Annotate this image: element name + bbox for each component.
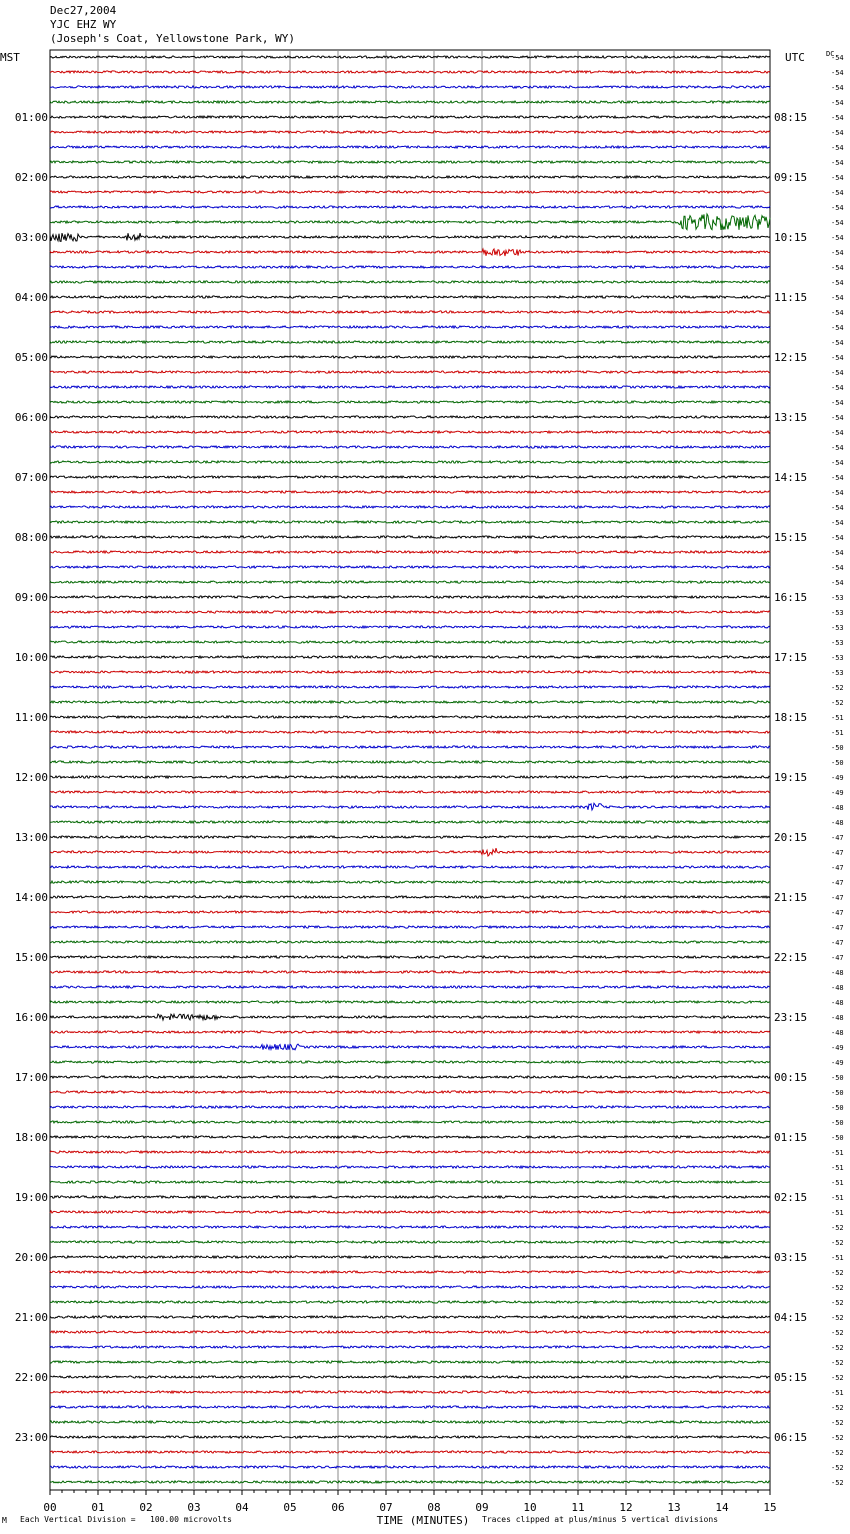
dc-offset-label: -54 xyxy=(831,489,844,497)
seismic-trace xyxy=(50,941,770,943)
seismic-trace xyxy=(50,233,770,241)
mst-hour-label: 06:00 xyxy=(14,411,48,424)
footer-corner-mark: M xyxy=(2,1516,7,1525)
mst-hour-label: 17:00 xyxy=(14,1071,48,1084)
trace-layer xyxy=(50,56,770,1483)
seismic-trace xyxy=(50,821,770,823)
seismic-trace xyxy=(50,671,770,673)
dc-offset-label: -53 xyxy=(831,594,844,602)
dc-offset-label: -54 xyxy=(831,354,844,362)
utc-hour-label: 16:15 xyxy=(774,591,808,604)
seismic-trace xyxy=(50,566,770,568)
dc-offset-label: -54 xyxy=(831,519,844,527)
seismic-trace xyxy=(50,791,770,793)
x-tick-label: 15 xyxy=(763,1501,777,1514)
seismic-trace xyxy=(50,656,770,658)
seismic-trace xyxy=(50,1286,770,1288)
dc-offset-label: -48 xyxy=(831,804,844,812)
dc-offset-label: -48 xyxy=(831,1014,844,1022)
seismic-trace xyxy=(50,611,770,613)
dc-offset-label: -54 xyxy=(831,384,844,392)
seismic-trace xyxy=(50,641,770,643)
dc-offset-label: -54 xyxy=(831,264,844,272)
mst-hour-label: 21:00 xyxy=(14,1311,48,1324)
seismic-trace xyxy=(50,101,770,103)
dc-offset-label: -52 xyxy=(831,1284,844,1292)
dc-offset-label: -50 xyxy=(831,1089,844,1097)
dc-offset-label: -48 xyxy=(831,969,844,977)
dc-offset-label: -54 xyxy=(831,564,844,572)
seismic-trace xyxy=(50,848,770,856)
utc-hour-label: 03:15 xyxy=(774,1251,808,1264)
dc-offset-label: -47 xyxy=(831,909,844,917)
seismic-trace xyxy=(50,1121,770,1123)
mst-hour-label: 05:00 xyxy=(14,351,48,364)
seismic-trace xyxy=(50,956,770,958)
seismic-trace xyxy=(50,56,770,58)
seismic-trace xyxy=(50,1436,770,1438)
seismic-trace xyxy=(50,146,770,148)
x-tick-label: 09 xyxy=(475,1501,489,1514)
utc-hour-label: 21:15 xyxy=(774,891,808,904)
seismic-trace xyxy=(50,131,770,133)
seismic-trace xyxy=(50,1391,770,1393)
seismic-trace xyxy=(50,1226,770,1228)
dc-offset-label: -48 xyxy=(831,819,844,827)
dc-offset-label: -54 xyxy=(831,579,844,587)
utc-hour-label: 05:15 xyxy=(774,1371,808,1384)
mst-hour-label: 16:00 xyxy=(14,1011,48,1024)
dc-offset-label: -52 xyxy=(831,1359,844,1367)
dc-offset-label: -52 xyxy=(831,699,844,707)
dc-offset-label: -52 xyxy=(831,1374,844,1382)
x-tick-label: 05 xyxy=(283,1501,297,1514)
seismic-trace xyxy=(50,866,770,868)
x-tick-label: 11 xyxy=(571,1501,585,1514)
seismic-trace xyxy=(50,249,770,256)
x-tick-label: 03 xyxy=(187,1501,201,1514)
dc-offset-label: -54 xyxy=(831,474,844,482)
mst-hour-label: 04:00 xyxy=(14,291,48,304)
dc-offset-label: -53 xyxy=(831,639,844,647)
dc-offset-label: -52 xyxy=(831,1434,844,1442)
dc-offset-label: -48 xyxy=(831,999,844,1007)
dc-offset-label: -54 xyxy=(831,69,844,77)
seismic-trace xyxy=(50,1031,770,1033)
dc-offset-label: -47 xyxy=(831,834,844,842)
dc-offset-label: -50 xyxy=(831,759,844,767)
dc-label: DC xyxy=(826,50,835,58)
seismic-trace xyxy=(50,71,770,73)
utc-hour-label: 14:15 xyxy=(774,471,808,484)
seismic-trace xyxy=(50,836,770,838)
seismic-trace xyxy=(50,1256,770,1258)
dc-offset-label: -52 xyxy=(831,684,844,692)
footer-scale-prefix: Each Vertical Division = xyxy=(20,1515,136,1524)
seismic-trace xyxy=(50,1061,770,1063)
seismic-trace xyxy=(50,281,770,283)
mst-hour-label: 01:00 xyxy=(14,111,48,124)
dc-offset-label: -51 xyxy=(831,729,844,737)
seismic-trace xyxy=(50,311,770,313)
seismic-trace xyxy=(50,1076,770,1078)
mst-hour-label: 02:00 xyxy=(14,171,48,184)
seismic-trace xyxy=(50,1136,770,1138)
seismic-trace xyxy=(50,596,770,598)
dc-offset-label: -47 xyxy=(831,879,844,887)
dc-offset-label: -54 xyxy=(831,99,844,107)
dc-offset-label: -48 xyxy=(831,984,844,992)
mst-hour-label: 18:00 xyxy=(14,1131,48,1144)
seismic-trace xyxy=(50,986,770,988)
seismic-trace xyxy=(50,1241,770,1243)
mst-hour-label: 15:00 xyxy=(14,951,48,964)
dc-offset-label: -54 xyxy=(831,279,844,287)
utc-hour-label: 18:15 xyxy=(774,711,808,724)
dc-offset-label: -54 xyxy=(831,219,844,227)
dc-offset-label: -54 xyxy=(831,129,844,137)
mst-hour-label: 20:00 xyxy=(14,1251,48,1264)
seismic-trace xyxy=(50,116,770,118)
seismic-trace xyxy=(50,1044,770,1050)
seismic-trace xyxy=(50,266,770,268)
seismic-trace xyxy=(50,191,770,193)
mst-hour-label: 03:00 xyxy=(14,231,48,244)
utc-hour-label: 19:15 xyxy=(774,771,808,784)
seismic-trace xyxy=(50,161,770,163)
dc-offset-label: -54 xyxy=(831,234,844,242)
dc-offset-label: -54 xyxy=(831,309,844,317)
dc-offset-label: -52 xyxy=(831,1464,844,1472)
dc-offset-label: -52 xyxy=(831,1269,844,1277)
seismic-trace xyxy=(50,1406,770,1408)
utc-hour-label: 11:15 xyxy=(774,291,808,304)
mst-hour-label: 23:00 xyxy=(14,1431,48,1444)
seismic-trace xyxy=(50,551,770,553)
x-tick-label: 07 xyxy=(379,1501,393,1514)
seismic-trace xyxy=(50,761,770,763)
seismic-trace xyxy=(50,206,770,208)
seismic-trace xyxy=(50,1211,770,1213)
x-tick-label: 06 xyxy=(331,1501,345,1514)
dc-offset-label: -49 xyxy=(831,1044,844,1052)
x-tick-label: 01 xyxy=(91,1501,105,1514)
dc-offset-label: -54 xyxy=(831,294,844,302)
seismic-trace xyxy=(50,911,770,913)
mst-hour-label: 11:00 xyxy=(14,711,48,724)
dc-offset-label: -47 xyxy=(831,954,844,962)
seismic-trace xyxy=(50,491,770,493)
dc-offset-label: -49 xyxy=(831,789,844,797)
x-tick-label: 00 xyxy=(43,1501,57,1514)
utc-hour-label: 15:15 xyxy=(774,531,808,544)
dc-offset-label: -52 xyxy=(831,1329,844,1337)
seismic-trace xyxy=(50,971,770,973)
seismic-trace xyxy=(50,701,770,703)
dc-offset-label: -51 xyxy=(831,1164,844,1172)
dc-offset-label: -54 xyxy=(831,459,844,467)
dc-offset-label: -54 xyxy=(831,174,844,182)
utc-hour-label: 10:15 xyxy=(774,231,808,244)
seismic-trace xyxy=(50,1181,770,1183)
seismic-trace xyxy=(50,716,770,718)
dc-offset-label: -54 xyxy=(831,204,844,212)
header-date: Dec27,2004 xyxy=(50,4,117,17)
utc-hour-label: 13:15 xyxy=(774,411,808,424)
seismic-trace xyxy=(50,803,770,810)
utc-hour-label: 22:15 xyxy=(774,951,808,964)
dc-offset-label: -54 xyxy=(831,159,844,167)
dc-offset-label: -50 xyxy=(831,1134,844,1142)
mst-hour-label: 10:00 xyxy=(14,651,48,664)
seismic-trace xyxy=(50,446,770,448)
mst-hour-label: 07:00 xyxy=(14,471,48,484)
seismic-trace xyxy=(50,881,770,883)
mst-hour-label: 13:00 xyxy=(14,831,48,844)
x-tick-label: 02 xyxy=(139,1501,153,1514)
dc-offset-label: -51 xyxy=(831,1389,844,1397)
seismic-trace xyxy=(50,731,770,733)
seismic-trace xyxy=(50,1091,770,1093)
x-tick-label: 04 xyxy=(235,1501,249,1514)
seismic-trace xyxy=(50,1151,770,1153)
dc-offset-label: -54 xyxy=(831,504,844,512)
seismic-trace xyxy=(50,371,770,373)
utc-hour-label: 02:15 xyxy=(774,1191,808,1204)
seismic-trace xyxy=(50,356,770,358)
seismic-trace xyxy=(50,686,770,688)
utc-hour-label: 04:15 xyxy=(774,1311,808,1324)
dc-offset-label: -49 xyxy=(831,1059,844,1067)
dc-offset-label: -53 xyxy=(831,624,844,632)
x-axis-title: TIME (MINUTES) xyxy=(376,1514,470,1527)
seismic-trace xyxy=(50,1481,770,1483)
mst-hour-label: 14:00 xyxy=(14,891,48,904)
seismic-trace xyxy=(50,341,770,343)
mst-hour-label: 22:00 xyxy=(14,1371,48,1384)
dc-offset-label: -54 xyxy=(831,114,844,122)
seismic-trace xyxy=(50,1166,770,1168)
mst-hour-label: 09:00 xyxy=(14,591,48,604)
x-tick-label: 08 xyxy=(427,1501,441,1514)
mst-hour-label: 08:00 xyxy=(14,531,48,544)
utc-hour-label: 00:15 xyxy=(774,1071,808,1084)
seismic-trace xyxy=(50,176,770,178)
dc-offset-label: -53 xyxy=(831,654,844,662)
seismic-trace xyxy=(50,1001,770,1003)
seismic-trace xyxy=(50,896,770,898)
dc-offset-label: -54 xyxy=(831,444,844,452)
seismic-trace xyxy=(50,1466,770,1468)
dc-offset-label: -54 xyxy=(831,249,844,257)
dc-offset-label: -47 xyxy=(831,849,844,857)
utc-axis-label: UTC xyxy=(785,51,805,64)
seismic-trace xyxy=(50,1014,770,1020)
seismic-trace xyxy=(50,476,770,478)
header-station: YJC EHZ WY xyxy=(50,18,117,31)
dc-offset-label: -54 xyxy=(831,399,844,407)
seismic-trace xyxy=(50,1106,770,1108)
header-location: (Joseph's Coat, Yellowstone Park, WY) xyxy=(50,32,296,45)
seismic-trace xyxy=(50,1196,770,1198)
seismic-trace xyxy=(50,326,770,328)
seismic-trace xyxy=(50,1346,770,1348)
dc-offset-label: -52 xyxy=(831,1479,844,1487)
dc-offset-label: -54 xyxy=(831,84,844,92)
dc-offset-label: -52 xyxy=(831,1224,844,1232)
seismic-trace xyxy=(50,506,770,508)
dc-offset-label: -47 xyxy=(831,924,844,932)
seismic-trace xyxy=(50,1376,770,1378)
x-tick-label: 13 xyxy=(667,1501,681,1514)
utc-hour-label: 01:15 xyxy=(774,1131,808,1144)
dc-offset-label: -50 xyxy=(831,1104,844,1112)
x-tick-label: 10 xyxy=(523,1501,537,1514)
seismic-trace xyxy=(50,386,770,388)
seismic-trace xyxy=(50,1301,770,1303)
dc-offset-label: -54 xyxy=(831,534,844,542)
footer-clip-note: Traces clipped at plus/minus 5 vertical divisions xyxy=(482,1515,719,1524)
dc-offset-label: -54 xyxy=(831,54,844,62)
label-layer xyxy=(0,50,844,1527)
seismic-trace xyxy=(50,926,770,928)
dc-offset-label: -52 xyxy=(831,1299,844,1307)
mst-hour-label: 19:00 xyxy=(14,1191,48,1204)
seismic-trace xyxy=(50,86,770,88)
seismic-trace xyxy=(50,1316,770,1318)
dc-offset-label: -52 xyxy=(831,1344,844,1352)
dc-offset-label: -51 xyxy=(831,1209,844,1217)
dc-offset-label: -52 xyxy=(831,1419,844,1427)
utc-hour-label: 09:15 xyxy=(774,171,808,184)
utc-hour-label: 06:15 xyxy=(774,1431,808,1444)
seismic-trace xyxy=(50,416,770,418)
seismic-trace xyxy=(50,214,770,230)
utc-hour-label: 08:15 xyxy=(774,111,808,124)
x-tick-label: 14 xyxy=(715,1501,729,1514)
dc-offset-label: -54 xyxy=(831,549,844,557)
dc-offset-label: -51 xyxy=(831,1194,844,1202)
dc-offset-label: -50 xyxy=(831,1119,844,1127)
dc-offset-label: -54 xyxy=(831,369,844,377)
dc-offset-label: -54 xyxy=(831,339,844,347)
dc-offset-label: -49 xyxy=(831,774,844,782)
mst-axis-label: MST xyxy=(0,51,20,64)
dc-offset-label: -51 xyxy=(831,714,844,722)
dc-offset-label: -48 xyxy=(831,1029,844,1037)
seismic-trace xyxy=(50,1451,770,1453)
seismic-trace xyxy=(50,536,770,538)
dc-offset-label: -47 xyxy=(831,894,844,902)
seismic-trace xyxy=(50,1271,770,1273)
dc-offset-label: -52 xyxy=(831,1449,844,1457)
dc-offset-label: -47 xyxy=(831,864,844,872)
dc-offset-label: -53 xyxy=(831,609,844,617)
dc-offset-label: -50 xyxy=(831,744,844,752)
dc-offset-label: -50 xyxy=(831,1074,844,1082)
dc-offset-label: -54 xyxy=(831,414,844,422)
seismic-trace xyxy=(50,1421,770,1423)
utc-hour-label: 17:15 xyxy=(774,651,808,664)
utc-hour-label: 12:15 xyxy=(774,351,808,364)
seismic-trace xyxy=(50,296,770,298)
seismic-trace xyxy=(50,746,770,748)
seismic-trace xyxy=(50,1331,770,1333)
dc-offset-label: -54 xyxy=(831,144,844,152)
x-tick-label: 12 xyxy=(619,1501,633,1514)
utc-hour-label: 20:15 xyxy=(774,831,808,844)
seismic-trace xyxy=(50,776,770,778)
mst-hour-label: 12:00 xyxy=(14,771,48,784)
dc-offset-label: -51 xyxy=(831,1179,844,1187)
plot-frame xyxy=(50,50,770,1490)
dc-offset-label: -52 xyxy=(831,1314,844,1322)
seismic-trace xyxy=(50,461,770,463)
dc-offset-label: -52 xyxy=(831,1404,844,1412)
dc-offset-label: -51 xyxy=(831,1149,844,1157)
seismic-trace xyxy=(50,431,770,433)
dc-offset-label: -47 xyxy=(831,939,844,947)
seismic-trace xyxy=(50,581,770,583)
footer-scale-value: 100.00 microvolts xyxy=(150,1515,232,1524)
dc-offset-label: -52 xyxy=(831,1239,844,1247)
seismic-trace xyxy=(50,1361,770,1363)
seismic-trace xyxy=(50,521,770,523)
dc-offset-label: -51 xyxy=(831,1254,844,1262)
dc-offset-label: -54 xyxy=(831,189,844,197)
utc-hour-label: 23:15 xyxy=(774,1011,808,1024)
seismic-trace xyxy=(50,401,770,403)
dc-offset-label: -54 xyxy=(831,429,844,437)
dc-offset-label: -53 xyxy=(831,669,844,677)
dc-offset-label: -54 xyxy=(831,324,844,332)
seismic-trace xyxy=(50,626,770,628)
